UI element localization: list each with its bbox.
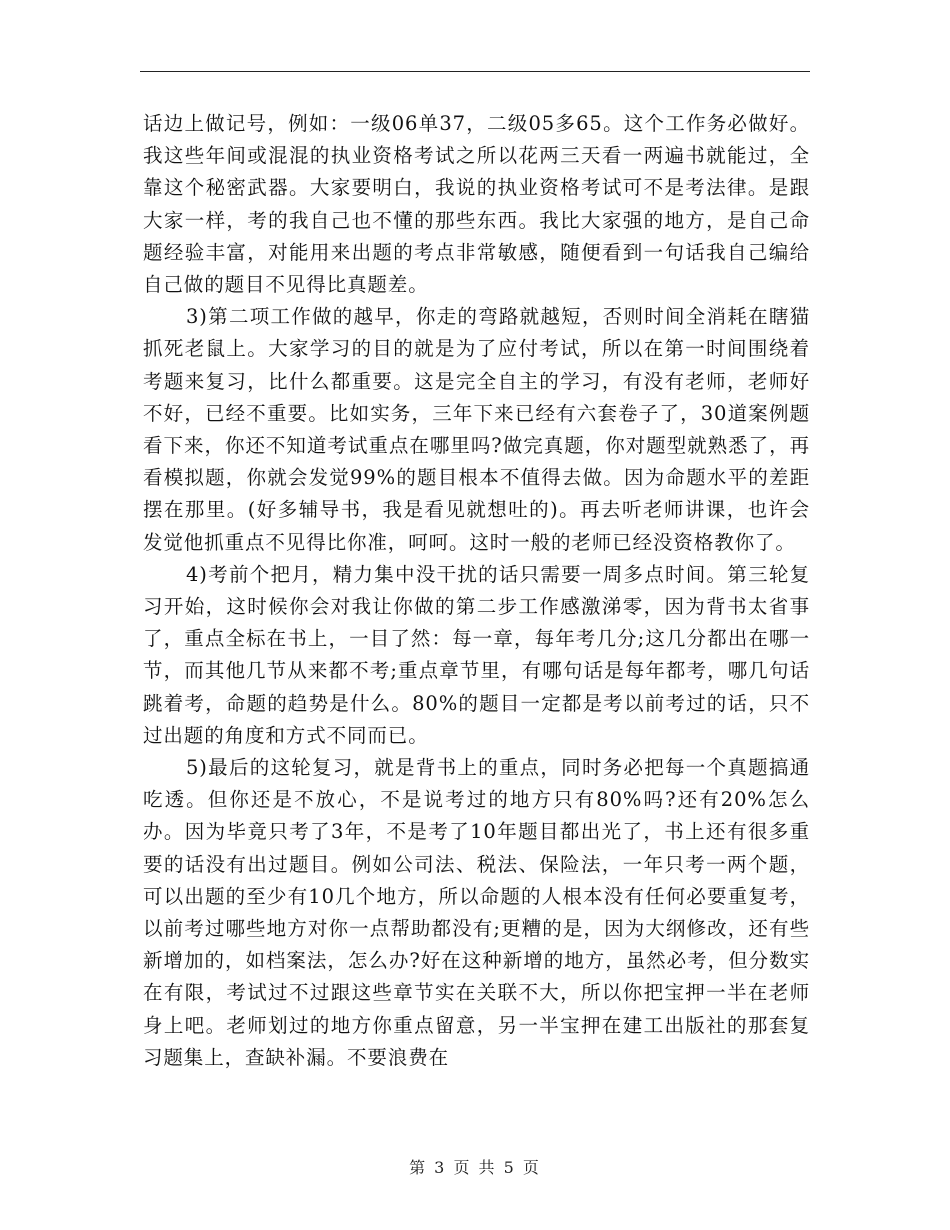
paragraph-1: 话边上做记号，例如：一级06单37，二级05多65。这个工作务必做好。我这些年间或混混的执业资格考试之所以花两三天看一两遍书就能过，全靠这个秘密武器。大家要明白，我说的执业资格考试可不是考法律。是跟大家一样，考的我自己也不懂的那些东西。我比大家强的地方，是自己命题经验丰富，对能用来出题的考点非常敏感，随便看到一句话我自己编给自己做的题目不见得比真题差。 (143, 112, 810, 297)
page-number-footer: 第 3 页 共 5 页 (409, 1158, 541, 1177)
paragraph-4: 5)最后的这轮复习，就是背书上的重点，同时务必把每一个真题搞通吃透。但你还是不放心，不是说考过的地方只有80%吗?还有20%怎么办。因为毕竟只考了3年，不是考了10年题目都出光了，书上还有很多重要的话没有出过题目。例如公司法、税法、保险法，一年只考一两个题，可以出题的至少有10几个地方，所以命题的人根本没有任何必要重复考，以前考过哪些地方对你一点帮助都没有;更糟的是，因为大纲修改，还有些新增加的，如档案法，怎么办?好在这种新增的地方，虽然必考，但分数实在有限，考试过不过跟这些章节实在关联不大，所以你把宝押一半在老师身上吧。老师划过的地方你重点留意，另一半宝押在建工出版社的那套复习题集上，查缺补漏。不要浪费在 (143, 756, 810, 1069)
paragraph-2: 3)第二项工作做的越早，你走的弯路就越短，否则时间全消耗在瞎猫抓死老鼠上。大家学习的目的就是为了应付考试，所以在第一时间围绕着考题来复习，比什么都重要。这是完全自主的学习，有没有老师，老师好不好，已经不重要。比如实务，三年下来已经有六套卷子了，30道案例题看下来，你还不知道考试重点在哪里吗?做完真题，你对题型就熟悉了，再看模拟题，你就会发觉99%的题目根本不值得去做。因为命题水平的差距摆在那里。(好多辅导书，我是看见就想吐的)。再去听老师讲课，也许会发觉他抓重点不见得比你准，呵呵。这时一般的老师已经没资格教你了。 (143, 305, 810, 554)
header-rule (140, 71, 810, 72)
document-body (143, 108, 810, 1074)
paragraph-3: 4)考前个把月，精力集中没干扰的话只需要一周多点时间。第三轮复习开始，这时候你会对我让你做的第二步工作感激涕零，因为背书太省事了，重点全标在书上，一目了然：每一章，每年考几分;这几分都出在哪一节，而其他几节从来都不考;重点章节里，有哪句话是每年都考，哪几句话跳着考，命题的趋势是什么。80%的题目一定都是考以前考过的话，只不过出题的角度和方式不同而已。 (143, 562, 810, 747)
